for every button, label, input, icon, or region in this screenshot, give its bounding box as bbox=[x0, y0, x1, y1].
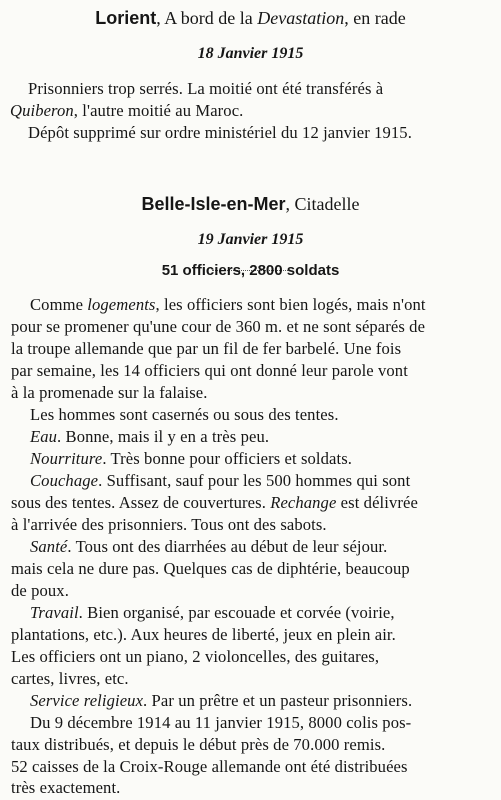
text-line: 52 caisses de la Croix-Rouge allemande ont été distribuées bbox=[11, 757, 408, 776]
text-line: Eau. Bonne, mais il y en a très peu. bbox=[30, 427, 270, 446]
section-heading-belle-isle bbox=[0, 194, 501, 215]
place-detail: , Citadelle bbox=[285, 194, 360, 214]
prisoner-counts: 51 officiers, 2800 soldats bbox=[161, 262, 340, 279]
text-line: taux distribués, et depuis le début près de 70.000 remis. bbox=[11, 735, 386, 754]
text-line: Santé. Tous ont des diarrhées au début de leur séjour. bbox=[30, 537, 388, 556]
section-date: 19 Janvier 1915 bbox=[197, 231, 304, 248]
text-line: Les hommes sont casernés ou sous des tentes. bbox=[30, 405, 339, 424]
text-line: très exactement. bbox=[11, 778, 121, 797]
place-name: Lorient bbox=[95, 8, 157, 28]
text-line: à l'arrivée des prisonniers. Tous ont des sabots. bbox=[11, 515, 327, 534]
text-line: de poux. bbox=[11, 581, 69, 600]
section-date: 18 Janvier 1915 bbox=[197, 45, 304, 62]
place-detail-end: , en rade bbox=[344, 8, 406, 28]
text-line: Service religieux. Par un prêtre et un pasteur prisonniers. bbox=[30, 691, 413, 710]
text-line: pour se promener qu'une cour de 360 m. et ne sont séparés de bbox=[11, 317, 426, 336]
text-line: Du 9 décembre 1914 au 11 janvier 1915, 8000 colis pos- bbox=[30, 713, 412, 732]
text-line: Dépôt supprimé sur ordre ministériel du 12 janvier 1915. bbox=[28, 123, 412, 142]
text-line: la troupe allemande que par un fil de fer barbelé. Une fois bbox=[11, 339, 402, 358]
text-line: Couchage. Suffisant, sauf pour les 500 hommes qui sont bbox=[30, 471, 411, 490]
text-line: cartes, livres, etc. bbox=[11, 669, 129, 688]
place-name: Belle-Isle-en-Mer bbox=[141, 194, 286, 214]
text-line: plantations, etc.). Aux heures de liberté, jeux en plein air. bbox=[11, 625, 396, 644]
text-line: Prisonniers trop serrés. La moitié ont été transférés à bbox=[28, 79, 384, 98]
text-line: Nourriture. Très bonne pour officiers et soldats. bbox=[30, 449, 353, 468]
ship-name: Devastation bbox=[257, 8, 345, 28]
text-line: mais cela ne dure pas. Quelques cas de diphtérie, beaucoup bbox=[11, 559, 410, 578]
text-line: Travail. Bien organisé, par escouade et corvée (voirie, bbox=[30, 603, 395, 622]
place-detail: , A bord de la bbox=[156, 8, 258, 28]
text-line: par semaine, les 14 officiers qui ont donné leur parole vont bbox=[11, 361, 408, 380]
text-line: Quiberon, l'autre moitié au Maroc. bbox=[10, 101, 244, 120]
text-line: sous des tentes. Assez de couvertures. Rechange est délivrée bbox=[11, 493, 418, 512]
text-line: Les officiers ont un piano, 2 violoncelles, des guitares, bbox=[11, 647, 380, 666]
section-heading-lorient bbox=[0, 8, 501, 29]
text-line: à la promenade sur la falaise. bbox=[11, 383, 208, 402]
text-line: Comme logements, les officiers sont bien logés, mais n'ont bbox=[30, 295, 426, 314]
